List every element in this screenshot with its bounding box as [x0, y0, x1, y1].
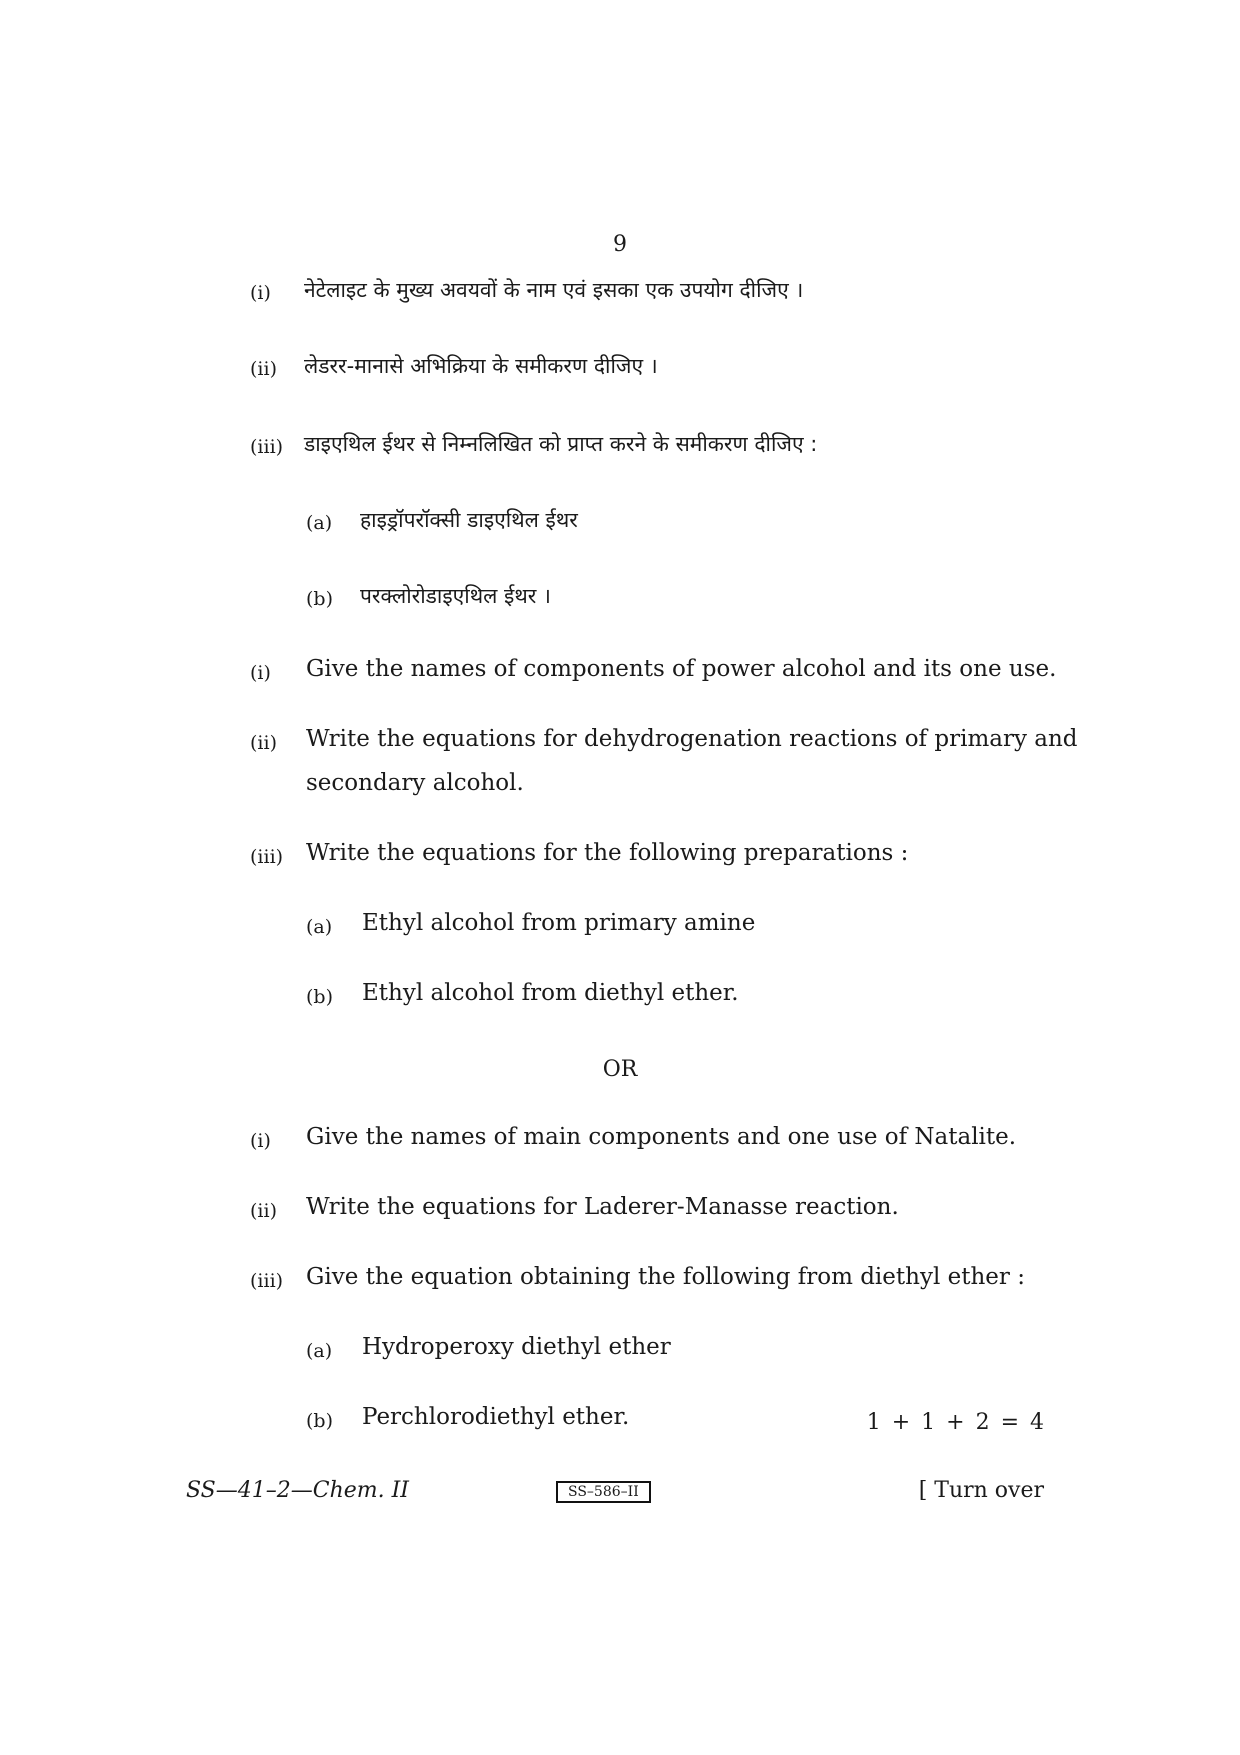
question-en2-b: Perchlorodiethyl ether.	[362, 1404, 630, 1430]
question-en-ii-line1: Write the equations for dehydrogenation reactions of primary and	[306, 726, 1078, 752]
question-en2-a: Hydroperoxy diethyl ether	[362, 1334, 671, 1360]
question-en-b: Ethyl alcohol from diethyl ether.	[362, 980, 739, 1006]
question-en2-iii: Give the equation obtaining the following from diethyl ether :	[306, 1264, 1025, 1290]
question-en-ii-line2: secondary alcohol.	[306, 770, 524, 796]
boxed-code: SS–586–II	[556, 1481, 651, 1503]
item-number-en-i: (i)	[250, 662, 271, 684]
question-en-i: Give the names of components of power alcohol and its one use.	[306, 656, 1057, 682]
question-hi-ii: लेडरर-मानासे अभिक्रिया के समीकरण दीजिए ।	[304, 354, 658, 378]
question-hi-iii: डाइएथिल ईथर से निम्नलिखित को प्राप्त करने के समीकरण दीजिए :	[304, 432, 818, 456]
paper-code: SS—41–2—Chem. II	[186, 1478, 409, 1503]
item-number-en-b: (b)	[306, 986, 333, 1008]
question-hi-b: परक्लोरोडाइएथिल ईथर ।	[360, 584, 551, 608]
question-en2-ii: Write the equations for Laderer-Manasse reaction.	[306, 1194, 899, 1220]
or-separator: OR	[602, 1057, 638, 1082]
question-en2-i: Give the names of main components and one use of Natalite.	[306, 1124, 1017, 1150]
item-number-en-iii: (iii)	[250, 846, 284, 868]
item-number-en2-i: (i)	[250, 1130, 271, 1152]
item-number-hi-i: (i)	[250, 282, 271, 304]
item-number-en-ii: (ii)	[250, 732, 277, 754]
question-hi-a: हाइड्रॉपरॉक्सी डाइएथिल ईथर	[360, 508, 578, 532]
page-number: 9	[613, 232, 627, 257]
question-en-a: Ethyl alcohol from primary amine	[362, 910, 756, 936]
item-number-hi-ii: (ii)	[250, 358, 277, 380]
question-en-iii: Write the equations for the following preparations :	[306, 840, 909, 866]
item-number-en2-b: (b)	[306, 1410, 333, 1432]
item-number-en-a: (a)	[306, 916, 333, 938]
turn-over-label: [ Turn over	[918, 1478, 1044, 1503]
marks-allocation: 1 + 1 + 2 = 4	[866, 1410, 1044, 1435]
item-number-en2-ii: (ii)	[250, 1200, 277, 1222]
item-number-hi-b: (b)	[306, 588, 333, 610]
item-number-en2-iii: (iii)	[250, 1270, 284, 1292]
question-hi-i: नेटेलाइट के मुख्य अवयवों के नाम एवं इसका एक उपयोग दीजिए ।	[304, 278, 804, 302]
item-number-hi-a: (a)	[306, 512, 333, 534]
item-number-en2-a: (a)	[306, 1340, 333, 1362]
item-number-hi-iii: (iii)	[250, 436, 284, 458]
